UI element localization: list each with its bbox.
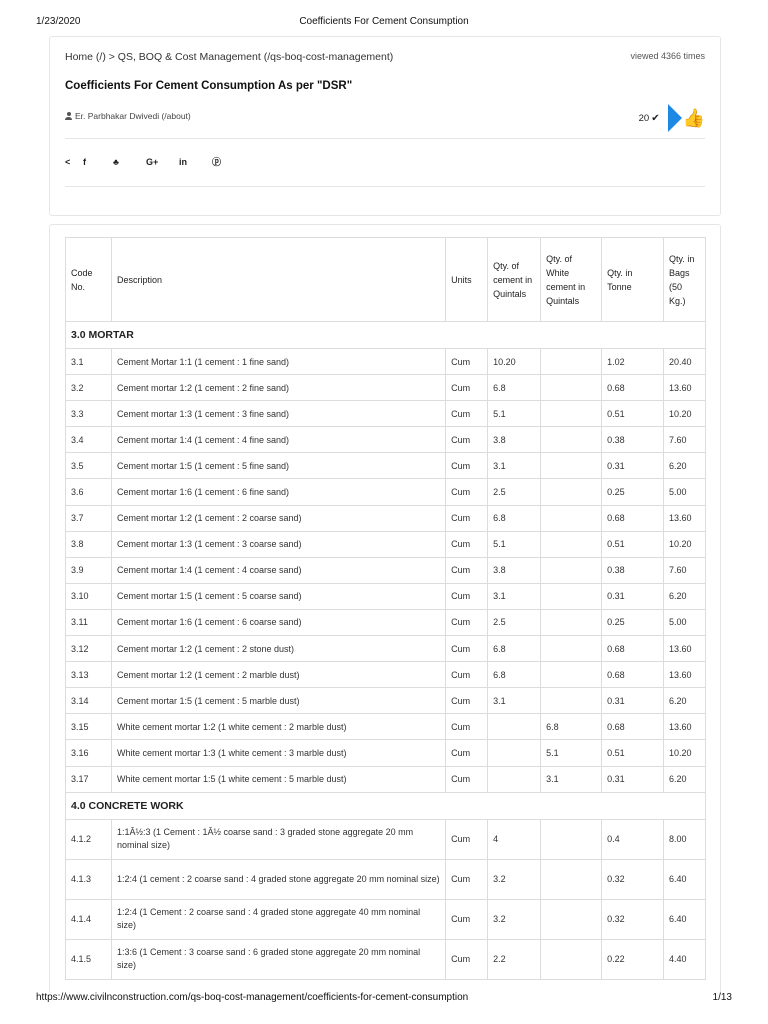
cement-quintals-cell: 6.8 — [488, 505, 541, 531]
bags-cell: 5.00 — [663, 479, 705, 505]
code-cell: 3.3 — [66, 401, 112, 427]
code-cell: 3.16 — [66, 740, 112, 766]
tonne-cell: 0.22 — [602, 939, 664, 979]
header-white-cement-quintals: Qty. of White cement in Quintals — [541, 238, 602, 322]
code-cell: 3.5 — [66, 453, 112, 479]
bags-cell: 13.60 — [663, 636, 705, 662]
description-cell: Cement mortar 1:3 (1 cement : 3 coarse sand) — [111, 531, 445, 557]
header-bags: Qty. in Bags (50 Kg.) — [663, 238, 705, 322]
table-row — [66, 636, 706, 662]
cement-quintals-cell: 2.5 — [488, 609, 541, 635]
tonne-cell: 0.51 — [602, 531, 664, 557]
code-cell: 4.1.4 — [66, 899, 112, 939]
user-icon — [65, 112, 72, 120]
white-cement-cell — [541, 505, 602, 531]
section-title: 4.0 CONCRETE WORK — [66, 792, 706, 819]
units-cell: Cum — [446, 427, 488, 453]
table-row — [66, 531, 706, 557]
description-cell: Cement Mortar 1:1 (1 cement : 1 fine sand) — [111, 349, 445, 375]
table-row — [66, 766, 706, 792]
table-row — [66, 583, 706, 609]
cement-quintals-cell: 6.8 — [488, 662, 541, 688]
divider — [65, 138, 705, 139]
print-footer — [36, 992, 732, 1006]
description-cell: 1:1Â½:3 (1 Cement : 1Â½ coarse sand : 3 graded stone aggregate 20 mm nominal size) — [111, 819, 445, 859]
white-cement-cell — [541, 453, 602, 479]
thumbs-up-icon: 👍 — [682, 108, 705, 128]
white-cement-cell — [541, 636, 602, 662]
bags-cell: 7.60 — [663, 557, 705, 583]
cement-quintals-cell: 3.2 — [488, 859, 541, 899]
white-cement-cell: 5.1 — [541, 740, 602, 766]
table-row — [66, 349, 706, 375]
table-row — [66, 401, 706, 427]
code-cell: 3.12 — [66, 636, 112, 662]
units-cell: Cum — [446, 531, 488, 557]
table-row — [66, 505, 706, 531]
cement-quintals-cell: 3.8 — [488, 427, 541, 453]
print-date: 1/23/2020 — [36, 16, 81, 27]
units-cell: Cum — [446, 939, 488, 979]
breadcrumb[interactable]: Home (/) > QS, BOQ & Cost Management (/qs-boq-cost-management) — [65, 51, 394, 63]
header-cement-quintals: Qty. of cement in Quintals — [488, 238, 541, 322]
bags-cell: 6.20 — [663, 766, 705, 792]
bags-cell: 10.20 — [663, 531, 705, 557]
bags-cell: 20.40 — [663, 349, 705, 375]
tonne-cell: 0.68 — [602, 636, 664, 662]
bags-cell: 13.60 — [663, 662, 705, 688]
header-code: Code No. — [66, 238, 112, 322]
section-row — [66, 322, 706, 349]
table-row — [66, 714, 706, 740]
white-cement-cell — [541, 583, 602, 609]
tonne-cell: 0.51 — [602, 401, 664, 427]
facebook-icon[interactable]: f — [83, 156, 86, 167]
white-cement-cell: 3.1 — [541, 766, 602, 792]
white-cement-cell — [541, 688, 602, 714]
description-cell: Cement mortar 1:6 (1 cement : 6 coarse sand) — [111, 609, 445, 635]
bags-cell: 4.40 — [663, 939, 705, 979]
author-link[interactable] — [65, 111, 191, 121]
table-row — [66, 899, 706, 939]
units-cell: Cum — [446, 819, 488, 859]
coefficients-table — [65, 237, 706, 980]
page-title: Coefficients For Cement Consumption As per "DSR" — [65, 80, 353, 92]
section-title: 3.0 MORTAR — [66, 322, 706, 349]
description-cell: Cement mortar 1:4 (1 cement : 4 coarse sand) — [111, 557, 445, 583]
units-cell: Cum — [446, 899, 488, 939]
units-cell: Cum — [446, 609, 488, 635]
description-cell: Cement mortar 1:2 (1 cement : 2 marble dust) — [111, 662, 445, 688]
table-row — [66, 859, 706, 899]
units-cell: Cum — [446, 505, 488, 531]
cement-quintals-cell: 4 — [488, 819, 541, 859]
like-button[interactable] — [668, 104, 705, 132]
bags-cell: 10.20 — [663, 740, 705, 766]
description-cell: 1:3:6 (1 Cement : 3 coarse sand : 6 graded stone aggregate 20 mm nominal size) — [111, 939, 445, 979]
cement-quintals-cell: 6.8 — [488, 375, 541, 401]
code-cell: 3.11 — [66, 609, 112, 635]
bags-cell: 13.60 — [663, 714, 705, 740]
white-cement-cell — [541, 819, 602, 859]
tonne-cell: 0.38 — [602, 427, 664, 453]
cement-quintals-cell: 2.5 — [488, 479, 541, 505]
page-number: 1/13 — [712, 992, 732, 1003]
table-row — [66, 939, 706, 979]
bags-cell: 8.00 — [663, 819, 705, 859]
share-bar — [65, 155, 221, 168]
tonne-cell: 0.31 — [602, 453, 664, 479]
cement-quintals-cell — [488, 740, 541, 766]
code-cell: 3.7 — [66, 505, 112, 531]
description-cell: Cement mortar 1:6 (1 cement : 6 fine sand) — [111, 479, 445, 505]
description-cell: Cement mortar 1:2 (1 cement : 2 coarse sand) — [111, 505, 445, 531]
linkedin-icon[interactable]: in — [179, 156, 187, 167]
google-plus-icon[interactable]: G+ — [146, 156, 159, 167]
tonne-cell: 0.68 — [602, 714, 664, 740]
units-cell: Cum — [446, 375, 488, 401]
table-row — [66, 740, 706, 766]
bags-cell: 13.60 — [663, 375, 705, 401]
like-arrow-icon — [668, 104, 682, 132]
description-cell: Cement mortar 1:2 (1 cement : 2 fine sand) — [111, 375, 445, 401]
units-cell: Cum — [446, 636, 488, 662]
tonne-cell: 0.31 — [602, 766, 664, 792]
tonne-cell: 0.51 — [602, 740, 664, 766]
table-row — [66, 819, 706, 859]
cement-quintals-cell: 3.2 — [488, 899, 541, 939]
tonne-cell: 0.38 — [602, 557, 664, 583]
tonne-cell: 0.32 — [602, 899, 664, 939]
description-cell: Cement mortar 1:5 (1 cement : 5 marble dust) — [111, 688, 445, 714]
cement-quintals-cell: 5.1 — [488, 401, 541, 427]
description-cell: Cement mortar 1:5 (1 cement : 5 fine sand) — [111, 453, 445, 479]
code-cell: 3.1 — [66, 349, 112, 375]
code-cell: 3.15 — [66, 714, 112, 740]
units-cell: Cum — [446, 349, 488, 375]
code-cell: 3.13 — [66, 662, 112, 688]
share-icon: < — [65, 156, 71, 167]
code-cell: 4.1.2 — [66, 819, 112, 859]
table-row — [66, 557, 706, 583]
white-cement-cell — [541, 662, 602, 688]
table-row — [66, 375, 706, 401]
units-cell: Cum — [446, 766, 488, 792]
tonne-cell: 1.02 — [602, 349, 664, 375]
table-card — [49, 224, 721, 994]
code-cell: 4.1.5 — [66, 939, 112, 979]
view-count: viewed 4366 times — [630, 51, 705, 61]
cement-quintals-cell: 3.1 — [488, 453, 541, 479]
table-row — [66, 427, 706, 453]
author-name: Er. Parbhakar Dwivedi (/about) — [75, 111, 191, 121]
print-header — [36, 16, 732, 30]
units-cell: Cum — [446, 688, 488, 714]
white-cement-cell: 6.8 — [541, 714, 602, 740]
description-cell: White cement mortar 1:3 (1 white cement : 3 marble dust) — [111, 740, 445, 766]
units-cell: Cum — [446, 401, 488, 427]
code-cell: 3.6 — [66, 479, 112, 505]
white-cement-cell — [541, 531, 602, 557]
table-row — [66, 609, 706, 635]
table-row — [66, 479, 706, 505]
description-cell: 1:2:4 (1 Cement : 2 coarse sand : 4 graded stone aggregate 40 mm nominal size) — [111, 899, 445, 939]
white-cement-cell — [541, 401, 602, 427]
tonne-cell: 0.68 — [602, 375, 664, 401]
units-cell: Cum — [446, 479, 488, 505]
code-cell: 3.9 — [66, 557, 112, 583]
bags-cell: 6.20 — [663, 688, 705, 714]
code-cell: 3.2 — [66, 375, 112, 401]
description-cell: Cement mortar 1:4 (1 cement : 4 fine sand) — [111, 427, 445, 453]
description-cell: Cement mortar 1:3 (1 cement : 3 fine sand) — [111, 401, 445, 427]
units-cell: Cum — [446, 557, 488, 583]
pinterest-icon[interactable]: ⓟ — [212, 157, 222, 167]
white-cement-cell — [541, 557, 602, 583]
white-cement-cell — [541, 609, 602, 635]
cement-quintals-cell — [488, 766, 541, 792]
bags-cell: 6.20 — [663, 583, 705, 609]
header-tonne: Qty. in Tonne — [602, 238, 664, 322]
table-row — [66, 453, 706, 479]
code-cell: 3.10 — [66, 583, 112, 609]
description-cell: White cement mortar 1:2 (1 white cement : 2 marble dust) — [111, 714, 445, 740]
like-count: 20 — [638, 112, 650, 124]
tonne-cell: 0.25 — [602, 479, 664, 505]
header-description: Description — [111, 238, 445, 322]
cement-quintals-cell: 3.8 — [488, 557, 541, 583]
code-cell: 3.8 — [66, 531, 112, 557]
white-cement-cell — [541, 479, 602, 505]
article-header-card — [49, 36, 721, 216]
section-row — [66, 792, 706, 819]
cement-quintals-cell: 2.2 — [488, 939, 541, 979]
white-cement-cell — [541, 349, 602, 375]
tonne-cell: 0.31 — [602, 688, 664, 714]
bags-cell: 13.60 — [663, 505, 705, 531]
code-cell: 4.1.3 — [66, 859, 112, 899]
bags-cell: 6.20 — [663, 453, 705, 479]
units-cell: Cum — [446, 583, 488, 609]
cement-quintals-cell: 10.20 — [488, 349, 541, 375]
white-cement-cell — [541, 427, 602, 453]
code-cell: 3.14 — [66, 688, 112, 714]
description-cell: Cement mortar 1:2 (1 cement : 2 stone dust) — [111, 636, 445, 662]
check-icon: ✔ — [651, 112, 660, 124]
description-cell: White cement mortar 1:5 (1 white cement : 5 marble dust) — [111, 766, 445, 792]
units-cell: Cum — [446, 453, 488, 479]
bags-cell: 10.20 — [663, 401, 705, 427]
table-row — [66, 688, 706, 714]
white-cement-cell — [541, 939, 602, 979]
code-cell: 3.4 — [66, 427, 112, 453]
units-cell: Cum — [446, 740, 488, 766]
units-cell: Cum — [446, 859, 488, 899]
bags-cell: 6.40 — [663, 859, 705, 899]
header-units: Units — [446, 238, 488, 322]
cement-quintals-cell: 3.1 — [488, 583, 541, 609]
print-url: https://www.civilnconstruction.com/qs-boq-cost-management/coefficients-for-cement-consumption — [36, 992, 469, 1003]
code-cell: 3.17 — [66, 766, 112, 792]
table-header-row — [66, 238, 706, 322]
twitter-icon[interactable]: ♣ — [113, 156, 119, 167]
white-cement-cell — [541, 899, 602, 939]
like-widget — [639, 101, 705, 135]
units-cell: Cum — [446, 714, 488, 740]
table-row — [66, 662, 706, 688]
description-cell: Cement mortar 1:5 (1 cement : 5 coarse sand) — [111, 583, 445, 609]
bags-cell: 7.60 — [663, 427, 705, 453]
tonne-cell: 0.68 — [602, 505, 664, 531]
white-cement-cell — [541, 859, 602, 899]
white-cement-cell — [541, 375, 602, 401]
bags-cell: 6.40 — [663, 899, 705, 939]
tonne-cell: 0.68 — [602, 662, 664, 688]
tonne-cell: 0.25 — [602, 609, 664, 635]
tonne-cell: 0.31 — [602, 583, 664, 609]
cement-quintals-cell: 3.1 — [488, 688, 541, 714]
tonne-cell: 0.4 — [602, 819, 664, 859]
units-cell: Cum — [446, 662, 488, 688]
cement-quintals-cell: 5.1 — [488, 531, 541, 557]
description-cell: 1:2:4 (1 cement : 2 coarse sand : 4 graded stone aggregate 20 mm nominal size) — [111, 859, 445, 899]
bags-cell: 5.00 — [663, 609, 705, 635]
tonne-cell: 0.32 — [602, 859, 664, 899]
print-title: Coefficients For Cement Consumption — [299, 16, 469, 27]
cement-quintals-cell: 6.8 — [488, 636, 541, 662]
divider — [65, 186, 705, 187]
cement-quintals-cell — [488, 714, 541, 740]
